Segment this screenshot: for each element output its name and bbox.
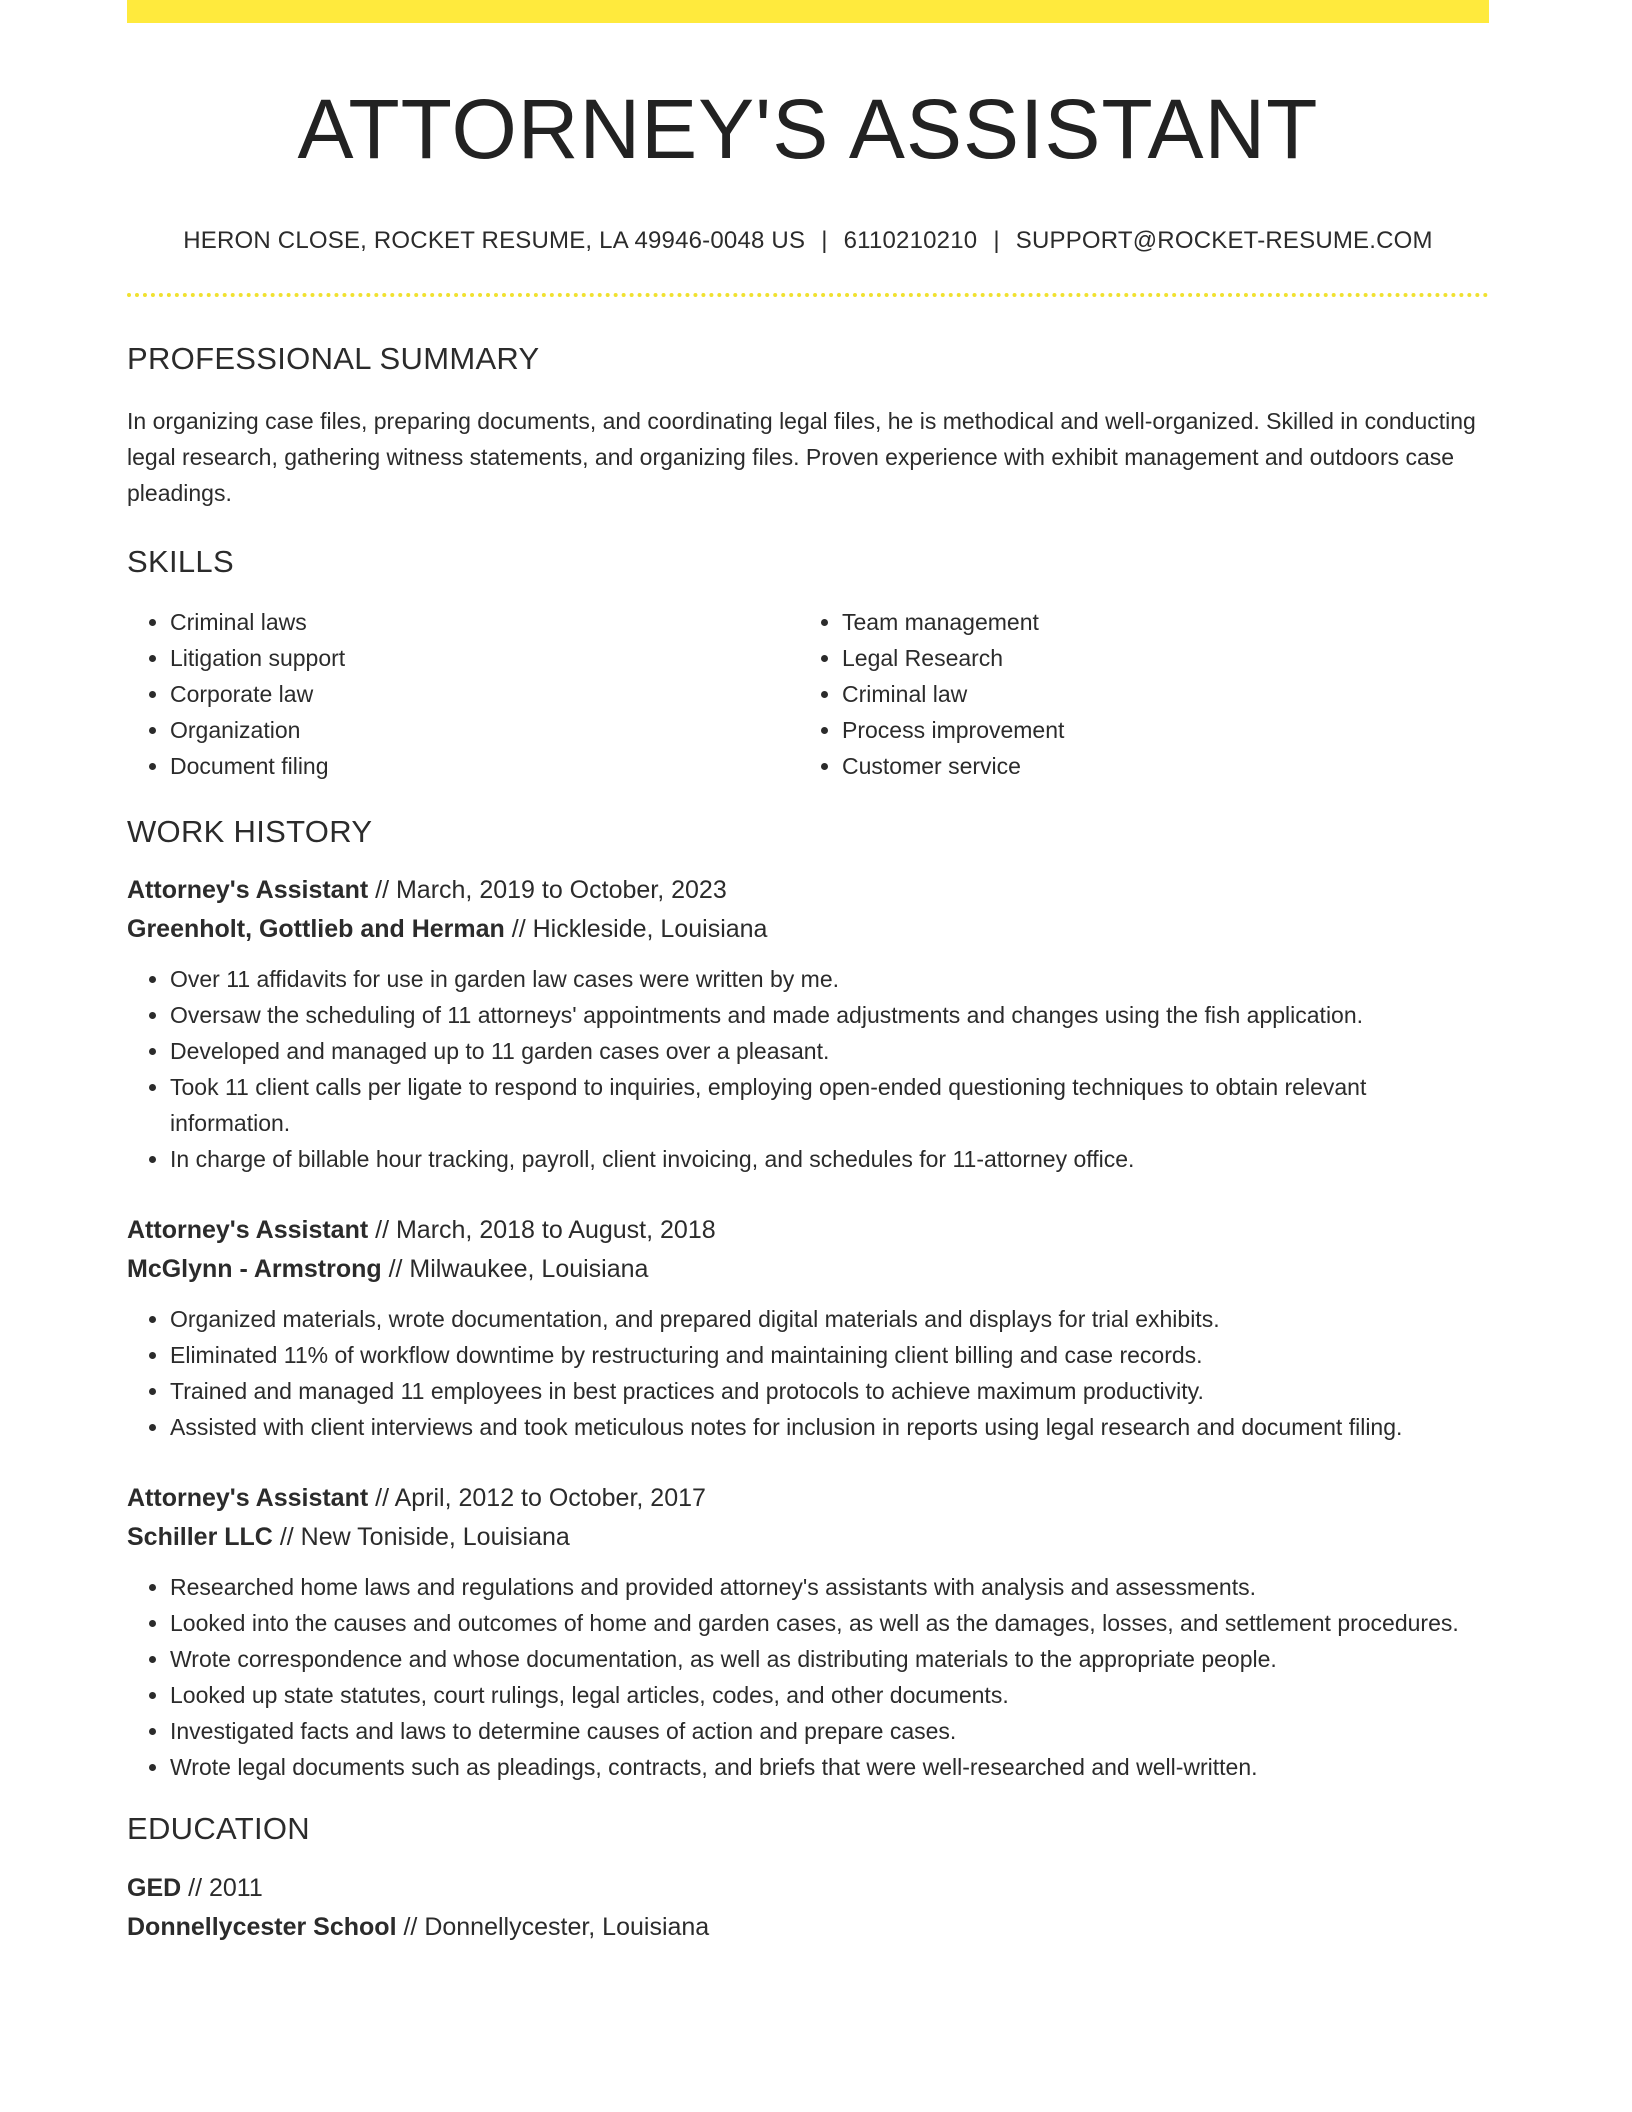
education-school-line xyxy=(127,1908,1489,1947)
education-entry xyxy=(127,1869,1489,1947)
skill-item: • Litigation support xyxy=(170,640,799,676)
job-bullet: • Eliminated 11% of workflow downtime by restructuring and maintaining client billing and case records. xyxy=(170,1337,1489,1373)
skill-item: • Criminal law xyxy=(842,676,1471,712)
job-company: McGlynn - Armstrong xyxy=(127,1255,382,1284)
job-bullet: • Wrote correspondence and whose documentation, as well as distributing materials to the appropriate people. xyxy=(170,1641,1489,1677)
job-entry xyxy=(127,1211,1489,1445)
education-degree: GED xyxy=(127,1874,182,1903)
skill-item: • Team management xyxy=(842,604,1471,640)
job-role: Attorney's Assistant xyxy=(127,1216,369,1245)
dotted-divider xyxy=(127,293,1489,297)
contact-email: SUPPORT@ROCKET-RESUME.COM xyxy=(1015,227,1433,255)
job-bullet: • Assisted with client interviews and took meticulous notes for inclusion in reports using legal research and document filing. xyxy=(170,1409,1489,1445)
skill-item: • Criminal laws xyxy=(170,604,799,640)
job-bullet: • Looked into the causes and outcomes of home and garden cases, as well as the damages, losses, and settlement procedures. xyxy=(170,1605,1489,1641)
job-location: // Hickleside, Louisiana xyxy=(504,915,768,944)
job-bullets xyxy=(127,1301,1489,1445)
job-role-line xyxy=(127,871,1489,910)
skills-column-left xyxy=(127,604,799,784)
job-company-line xyxy=(127,910,1489,949)
job-bullet: • Investigated facts and laws to determine causes of action and prepare cases. xyxy=(170,1713,1489,1749)
skill-item: • Process improvement xyxy=(842,712,1471,748)
job-bullet: • Wrote legal documents such as pleadings, contracts, and briefs that were well-researched and well-written. xyxy=(170,1749,1489,1785)
summary-text: In organizing case files, preparing documents, and coordinating legal files, he is methodical and well-organized. Skilled in conducting legal research, gathering witness statements, and organizing files. Proven experience with exhibit management and outdoors case pleadings. xyxy=(127,408,1476,507)
job-role: Attorney's Assistant xyxy=(127,876,369,905)
job-bullet: • Developed and managed up to 11 garden cases over a pleasant. xyxy=(170,1033,1489,1069)
contact-line xyxy=(127,227,1489,255)
job-company: Greenholt, Gottlieb and Herman xyxy=(127,915,505,944)
job-bullet: • Organized materials, wrote documentation, and prepared digital materials and displays for trial exhibits. xyxy=(170,1301,1489,1337)
job-bullets xyxy=(127,961,1489,1177)
education-location: // Donnellycester, Louisiana xyxy=(396,1913,710,1942)
summary-heading: PROFESSIONAL SUMMARY xyxy=(127,341,540,377)
job-role-line xyxy=(127,1479,1489,1518)
job-company-line xyxy=(127,1518,1489,1557)
contact-address: HERON CLOSE, ROCKET RESUME, LA 49946-0048 US xyxy=(183,227,806,255)
work-history-list xyxy=(127,871,1489,1785)
contact-phone: 6110210210 xyxy=(843,227,978,255)
job-role-line xyxy=(127,1211,1489,1250)
education-year: // 2011 xyxy=(181,1874,263,1903)
job-company: Schiller LLC xyxy=(127,1523,273,1552)
job-dates: // March, 2019 to October, 2023 xyxy=(368,876,727,905)
work-history-heading: WORK HISTORY xyxy=(127,814,373,850)
job-company-line xyxy=(127,1250,1489,1289)
contact-separator: | xyxy=(821,227,828,255)
page-title: ATTORNEY'S ASSISTANT xyxy=(297,82,1319,176)
skill-item: • Organization xyxy=(170,712,799,748)
job-bullet: • Trained and managed 11 employees in best practices and protocols to achieve maximum productivity. xyxy=(170,1373,1489,1409)
skills-column-right xyxy=(799,604,1471,784)
job-entry xyxy=(127,871,1489,1177)
skills-heading: SKILLS xyxy=(127,544,234,580)
job-dates: // April, 2012 to October, 2017 xyxy=(368,1484,706,1513)
accent-top-bar xyxy=(127,0,1489,23)
job-location: // New Toniside, Louisiana xyxy=(272,1523,570,1552)
contact-separator: | xyxy=(993,227,1000,255)
job-bullets xyxy=(127,1569,1489,1785)
job-bullet: • In charge of billable hour tracking, payroll, client invoicing, and schedules for 11-attorney office. xyxy=(170,1141,1489,1177)
job-dates: // March, 2018 to August, 2018 xyxy=(368,1216,716,1245)
job-bullet: • Researched home laws and regulations and provided attorney's assistants with analysis and assessments. xyxy=(170,1569,1489,1605)
education-heading: EDUCATION xyxy=(127,1811,310,1847)
job-bullet: • Took 11 client calls per ligate to respond to inquiries, employing open-ended questioning techniques to obtain relevant information. xyxy=(170,1069,1489,1141)
education-degree-line xyxy=(127,1869,1489,1908)
skill-item: • Legal Research xyxy=(842,640,1471,676)
skill-item: • Document filing xyxy=(170,748,799,784)
job-location: // Milwaukee, Louisiana xyxy=(381,1255,649,1284)
resume-page xyxy=(127,0,1489,1947)
job-entry xyxy=(127,1479,1489,1785)
job-bullet: • Over 11 affidavits for use in garden law cases were written by me. xyxy=(170,961,1489,997)
job-bullet: • Oversaw the scheduling of 11 attorneys' appointments and made adjustments and changes using the fish application. xyxy=(170,997,1489,1033)
skill-item: • Customer service xyxy=(842,748,1471,784)
skills-list xyxy=(127,604,1489,784)
skill-item: • Corporate law xyxy=(170,676,799,712)
education-school: Donnellycester School xyxy=(127,1913,397,1942)
job-role: Attorney's Assistant xyxy=(127,1484,369,1513)
job-bullet: • Looked up state statutes, court rulings, legal articles, codes, and other documents. xyxy=(170,1677,1489,1713)
